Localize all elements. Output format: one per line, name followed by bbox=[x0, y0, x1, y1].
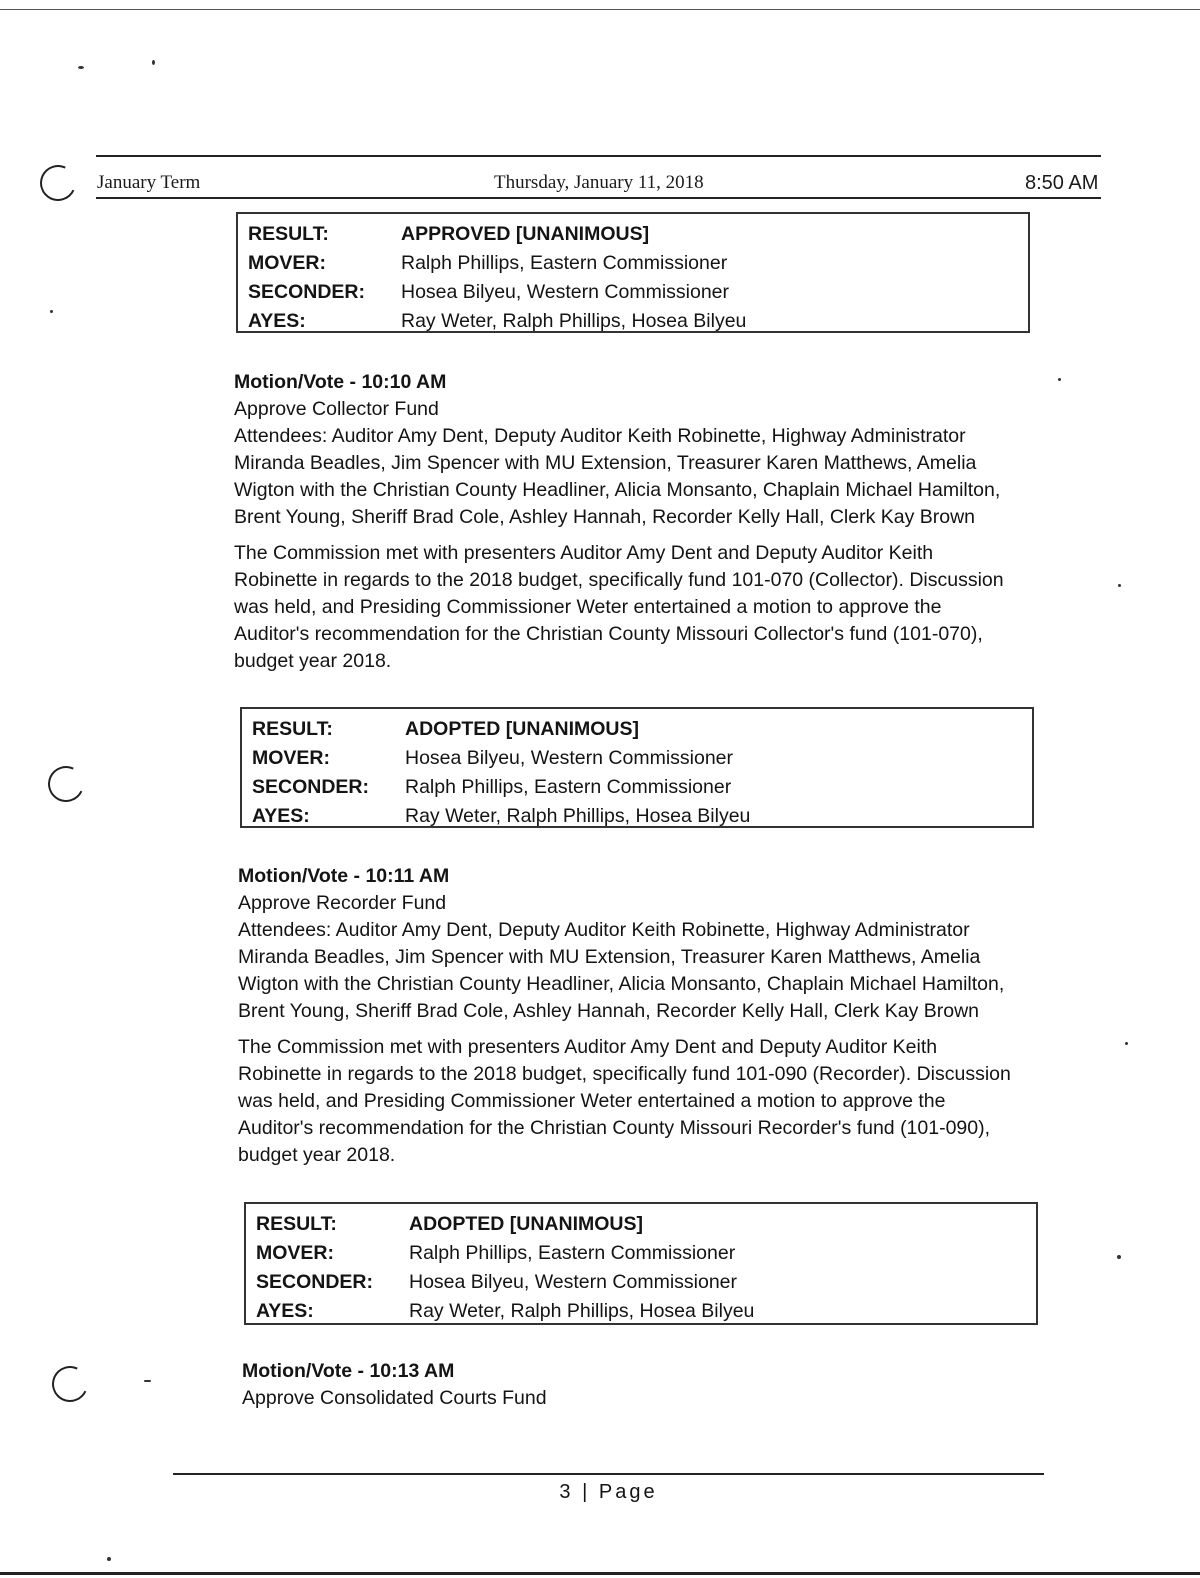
motion-heading: Motion/Vote - 10:10 AM bbox=[234, 371, 447, 393]
seconder-label: SECONDER: bbox=[256, 1271, 374, 1293]
result-label: RESULT: bbox=[256, 1213, 337, 1235]
vote-row-result bbox=[252, 715, 1032, 744]
mover-value: Hosea Bilyeu, Western Commissioner bbox=[405, 747, 734, 769]
motion-title: Approve Consolidated Courts Fund bbox=[242, 1387, 547, 1409]
scan-top-edge bbox=[0, 9, 1200, 10]
motion-section bbox=[242, 1358, 1042, 1412]
vote-row-mover bbox=[248, 249, 1028, 278]
mover-value: Ralph Phillips, Eastern Commissioner bbox=[409, 1242, 736, 1264]
scan-speck bbox=[1118, 584, 1121, 587]
footer-rule bbox=[173, 1473, 1044, 1475]
result-value: ADOPTED [UNANIMOUS] bbox=[409, 1213, 643, 1235]
motion-heading: Motion/Vote - 10:11 AM bbox=[238, 865, 450, 887]
result-label: RESULT: bbox=[252, 718, 333, 740]
seconder-label: SECONDER: bbox=[248, 281, 366, 303]
ayes-label: AYES: bbox=[248, 310, 306, 332]
vote-row-seconder bbox=[252, 773, 1032, 802]
punch-hole-middle bbox=[43, 761, 89, 807]
seconder-value: Hosea Bilyeu, Western Commissioner bbox=[409, 1271, 738, 1293]
motion-section bbox=[234, 369, 1034, 675]
mover-label: MOVER: bbox=[256, 1242, 334, 1264]
vote-result-table bbox=[236, 212, 1030, 333]
vote-row-ayes bbox=[248, 307, 1028, 336]
header-rule-bottom bbox=[96, 197, 1101, 199]
motion-title: Approve Recorder Fund bbox=[238, 892, 447, 914]
scan-speck bbox=[144, 1380, 151, 1382]
motion-description: The Commission met with presenters Auditor Amy Dent and Deputy Auditor Keith Robinette in regards to the 2018 budget, specifically fund 101-090 (Recorder). Discussion was held, and Presiding Commissioner Weter entertained a motion to approve the Auditor's recommendation for the Christian County Missouri Recorder's fund (101-090), budget year 2018. bbox=[238, 1036, 1011, 1166]
ayes-label: AYES: bbox=[256, 1300, 314, 1322]
vote-row-ayes bbox=[256, 1297, 1036, 1326]
seconder-value: Ralph Phillips, Eastern Commissioner bbox=[405, 776, 732, 798]
header-time: 8:50 AM bbox=[1025, 172, 1099, 194]
vote-row-result bbox=[248, 220, 1028, 249]
vote-row-result bbox=[256, 1210, 1036, 1239]
punch-hole-top bbox=[35, 160, 81, 206]
vote-row-mover bbox=[252, 744, 1032, 773]
mover-label: MOVER: bbox=[248, 252, 326, 274]
scan-speck bbox=[78, 66, 84, 69]
motion-heading: Motion/Vote - 10:13 AM bbox=[242, 1360, 455, 1382]
vote-result-table bbox=[240, 707, 1034, 828]
motion-description: The Commission met with presenters Auditor Amy Dent and Deputy Auditor Keith Robinette in regards to the 2018 budget, specifically fund 101-070 (Collector). Discussion was held, and Presiding Commissioner Weter entertained a motion to approve the Auditor's recommendation for the Christian County Missouri Collector's fund (101-070), budget year 2018. bbox=[234, 542, 1004, 672]
header-date: Thursday, January 11, 2018 bbox=[494, 172, 704, 193]
vote-row-ayes bbox=[252, 802, 1032, 831]
mover-label: MOVER: bbox=[252, 747, 330, 769]
scan-bottom-edge bbox=[0, 1572, 1200, 1575]
scan-speck bbox=[107, 1557, 111, 1561]
attendees-list: Attendees: Auditor Amy Dent, Deputy Auditor Keith Robinette, Highway Administrator Miranda Beadles, Jim Spencer with MU Extension, Treasurer Karen Matthews, Amelia Wigton with the Christian County Headliner, Alicia Monsanto, Chaplain Michael Hamilton, Brent Young, Sheriff Brad Cole, Ashley Hannah, Recorder Kelly Hall, Clerk Kay Brown bbox=[238, 919, 1005, 1022]
ayes-value: Ray Weter, Ralph Phillips, Hosea Bilyeu bbox=[409, 1300, 755, 1322]
punch-hole-bottom bbox=[47, 1361, 93, 1407]
seconder-label: SECONDER: bbox=[252, 776, 370, 798]
result-value: APPROVED [UNANIMOUS] bbox=[401, 223, 650, 245]
scan-speck bbox=[1125, 1042, 1128, 1045]
seconder-value: Hosea Bilyeu, Western Commissioner bbox=[401, 281, 730, 303]
vote-row-seconder bbox=[248, 278, 1028, 307]
header-rule-top bbox=[96, 155, 1101, 157]
vote-row-mover bbox=[256, 1239, 1036, 1268]
scan-speck bbox=[1058, 378, 1061, 381]
page-number: 3 | Page bbox=[559, 1481, 658, 1503]
motion-section bbox=[238, 863, 1038, 1169]
scan-speck bbox=[152, 60, 155, 65]
ayes-label: AYES: bbox=[252, 805, 310, 827]
attendees-list: Attendees: Auditor Amy Dent, Deputy Auditor Keith Robinette, Highway Administrator Miranda Beadles, Jim Spencer with MU Extension, Treasurer Karen Matthews, Amelia Wigton with the Christian County Headliner, Alicia Monsanto, Chaplain Michael Hamilton, Brent Young, Sheriff Brad Cole, Ashley Hannah, Recorder Kelly Hall, Clerk Kay Brown bbox=[234, 425, 1001, 528]
vote-row-seconder bbox=[256, 1268, 1036, 1297]
result-value: ADOPTED [UNANIMOUS] bbox=[405, 718, 639, 740]
scan-speck bbox=[1117, 1255, 1121, 1259]
vote-result-table bbox=[244, 1202, 1038, 1325]
motion-title: Approve Collector Fund bbox=[234, 398, 439, 420]
mover-value: Ralph Phillips, Eastern Commissioner bbox=[401, 252, 728, 274]
ayes-value: Ray Weter, Ralph Phillips, Hosea Bilyeu bbox=[405, 805, 751, 827]
result-label: RESULT: bbox=[248, 223, 329, 245]
scan-speck bbox=[50, 310, 53, 313]
ayes-value: Ray Weter, Ralph Phillips, Hosea Bilyeu bbox=[401, 310, 747, 332]
header-term: January Term bbox=[97, 172, 201, 193]
